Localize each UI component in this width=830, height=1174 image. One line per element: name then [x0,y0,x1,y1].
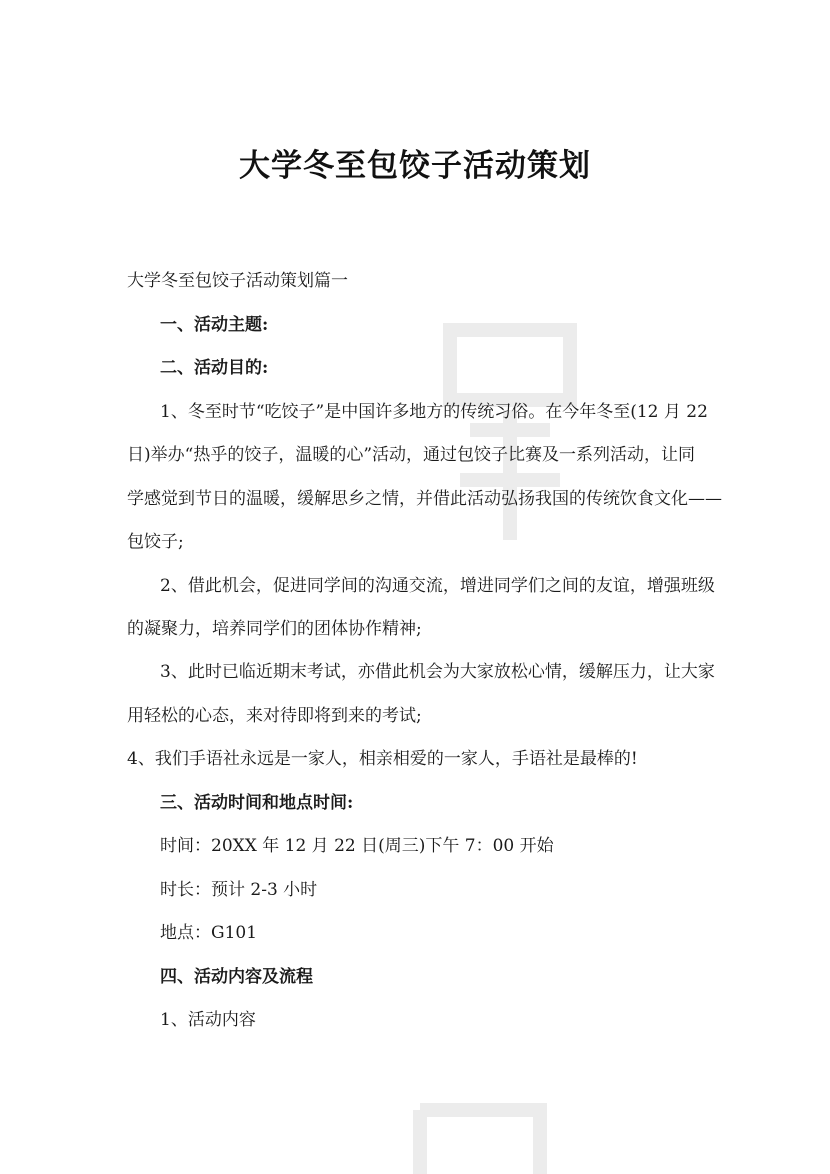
duration-line: 时长：预计 2-3 小时 [160,880,318,900]
heading-activity-theme: 一、活动主题: [160,315,269,335]
section-heading-plan-1: 大学冬至包饺子活动策划篇一 [127,271,348,291]
document-title: 大学冬至包饺子活动策划 [239,148,591,184]
paragraph-line: 4、我们手语社永远是一家人，相亲相爱的一家人，手语社是最棒的! [127,749,638,769]
paragraph-line: 3、此时已临近期末考试，亦借此机会为大家放松心情，缓解压力，让大家 [160,662,715,682]
time-line: 时间：20XX 年 12 月 22 日(周三)下午 7：00 开始 [160,836,554,856]
paragraph-line: 2、借此机会，促进同学间的沟通交流，增进同学们之间的友谊，增强班级 [160,576,715,596]
watermark-icon [430,300,590,550]
watermark-bottom-icon [400,1090,560,1174]
paragraph-line: 1、冬至时节“吃饺子”是中国许多地方的传统习俗。在今年冬至(12 月 22 [160,402,708,422]
paragraph-line: 用轻松的心态，来对待即将到来的考试; [127,706,422,726]
location-line: 地点：G101 [160,923,258,943]
heading-activity-purpose: 二、活动目的: [160,358,269,378]
paragraph-line: 包饺子; [127,532,184,552]
heading-content-process: 四、活动内容及流程 [160,967,313,987]
content-subheading: 1、活动内容 [160,1010,256,1030]
paragraph-line: 学感觉到节日的温暖，缓解思乡之情，并借此活动弘扬我国的传统饮食文化—— [127,489,722,509]
paragraph-line: 的凝聚力，培养同学们的团体协作精神; [127,619,422,639]
heading-time-location: 三、活动时间和地点时间: [160,793,354,813]
paragraph-line: 日)举办“热乎的饺子，温暖的心”活动，通过包饺子比赛及一系列活动，让同 [127,445,696,465]
